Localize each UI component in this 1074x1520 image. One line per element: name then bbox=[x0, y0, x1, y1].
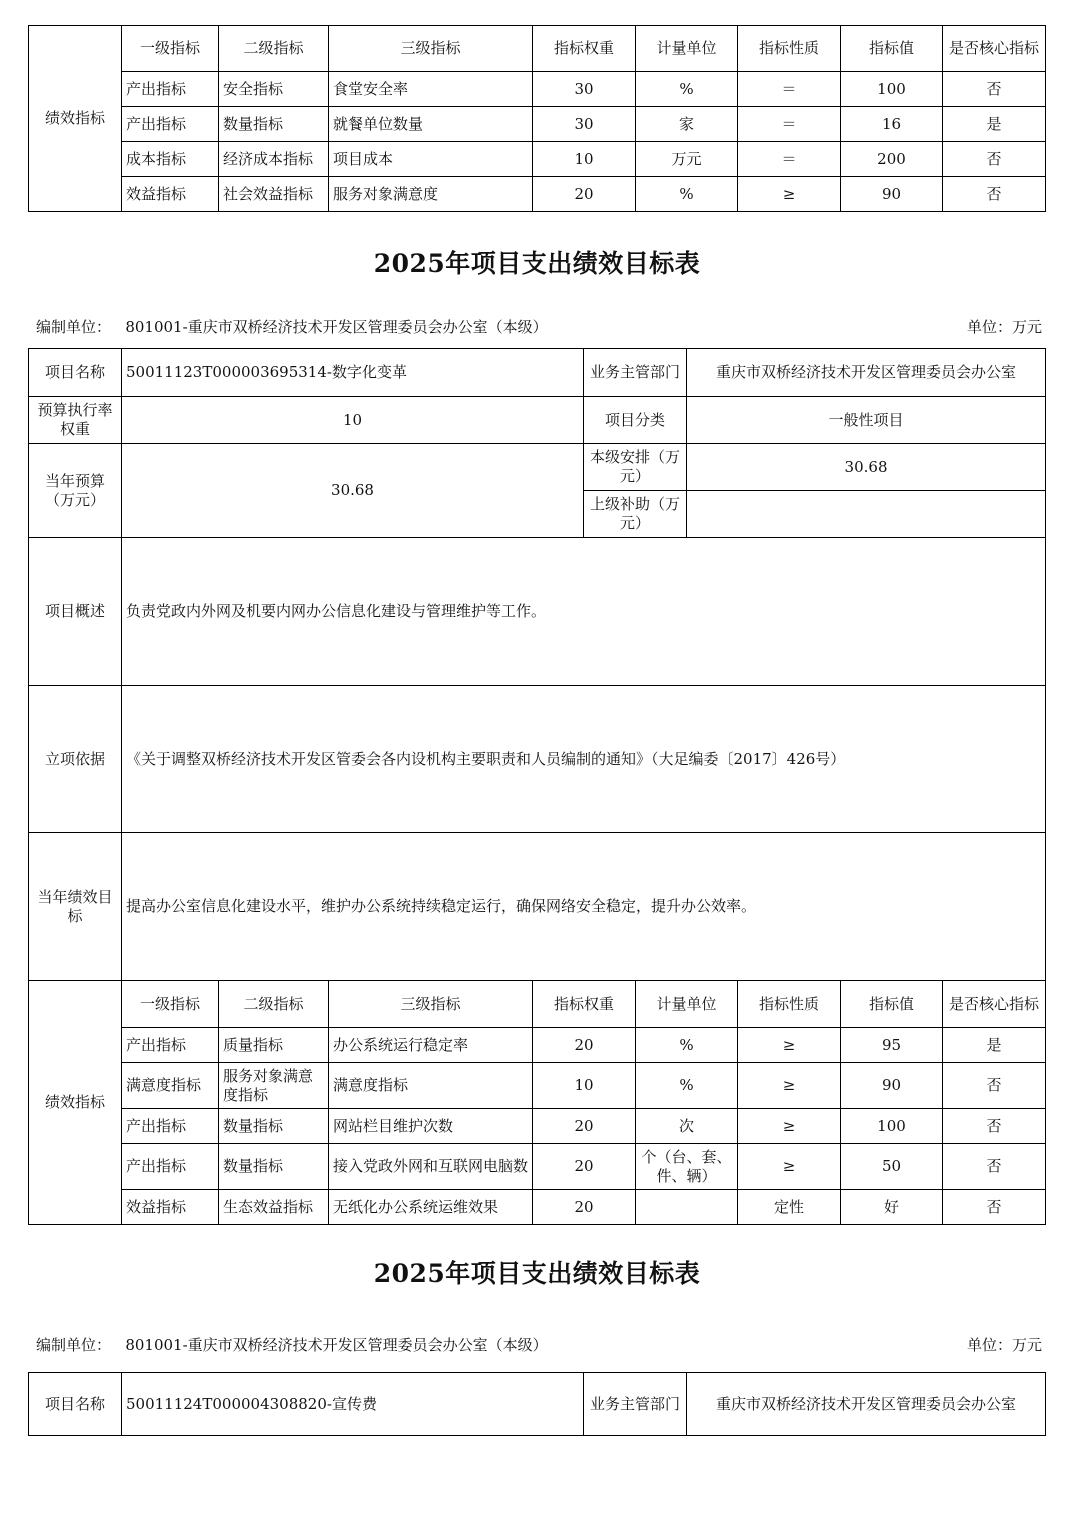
cell: 产出指标 bbox=[122, 1028, 219, 1063]
dept-label: 业务主管部门 bbox=[584, 1373, 687, 1436]
cell: ＝ bbox=[738, 142, 841, 177]
page-title: 2025年项目支出绩效目标表 bbox=[373, 1259, 701, 1288]
cell: 100 bbox=[841, 72, 943, 107]
table-row bbox=[29, 72, 1046, 107]
cell: 20 bbox=[533, 1144, 636, 1190]
header-cell: 计量单位 bbox=[636, 981, 738, 1028]
project-name-row bbox=[29, 1373, 1046, 1436]
cell: 100 bbox=[841, 1109, 943, 1144]
header-cell: 计量单位 bbox=[636, 26, 738, 72]
table-row bbox=[29, 1144, 1046, 1190]
cell: ＝ bbox=[738, 72, 841, 107]
currency-unit: 单位：万元 bbox=[966, 318, 1042, 336]
cell: 产出指标 bbox=[122, 107, 219, 142]
cell: 好 bbox=[841, 1190, 943, 1225]
cell: ≥ bbox=[738, 1028, 841, 1063]
cell: 无纸化办公系统运维效果 bbox=[329, 1190, 533, 1225]
perf-label: 绩效指标 bbox=[29, 26, 122, 212]
table-row bbox=[29, 1190, 1046, 1225]
cell: 否 bbox=[943, 177, 1046, 212]
cell: 20 bbox=[533, 1109, 636, 1144]
perf-table-top bbox=[28, 25, 1045, 212]
cell: 90 bbox=[841, 177, 943, 212]
cell: 就餐单位数量 bbox=[329, 107, 533, 142]
cell: 产出指标 bbox=[122, 1144, 219, 1190]
header-cell: 一级指标 bbox=[122, 26, 219, 72]
cell: 90 bbox=[841, 1063, 943, 1109]
project-name-row bbox=[29, 349, 1046, 397]
header-cell: 是否核心指标 bbox=[943, 26, 1046, 72]
header-cell: 是否核心指标 bbox=[943, 981, 1046, 1028]
cell: 30 bbox=[533, 107, 636, 142]
header-cell: 三级指标 bbox=[329, 981, 533, 1028]
cell: 定性 bbox=[738, 1190, 841, 1225]
dept-value: 重庆市双桥经济技术开发区管理委员会办公室 bbox=[687, 349, 1046, 397]
cell: 否 bbox=[943, 1190, 1046, 1225]
cell: 效益指标 bbox=[122, 1190, 219, 1225]
cell: 食堂安全率 bbox=[329, 72, 533, 107]
cell: 办公系统运行稳定率 bbox=[329, 1028, 533, 1063]
currency-unit: 单位：万元 bbox=[966, 1336, 1042, 1354]
dept-value: 重庆市双桥经济技术开发区管理委员会办公室 bbox=[687, 1373, 1046, 1436]
cell: ≥ bbox=[738, 1063, 841, 1109]
cell: 50 bbox=[841, 1144, 943, 1190]
cell: 否 bbox=[943, 142, 1046, 177]
cell: 否 bbox=[943, 1109, 1046, 1144]
header-cell: 三级指标 bbox=[329, 26, 533, 72]
header-cell: 一级指标 bbox=[122, 981, 219, 1028]
overview-row bbox=[29, 538, 1046, 686]
header-cell: 指标权重 bbox=[533, 26, 636, 72]
compile-unit-label: 编制单位： bbox=[36, 1336, 112, 1354]
basis-row bbox=[29, 686, 1046, 833]
cell: 满意度指标 bbox=[329, 1063, 533, 1109]
cell: ≥ bbox=[738, 177, 841, 212]
cell: % bbox=[636, 1028, 738, 1063]
header-cell: 指标性质 bbox=[738, 981, 841, 1028]
goal-row bbox=[29, 833, 1046, 981]
local-label: 本级安排（万元） bbox=[584, 444, 687, 491]
project-info-table bbox=[28, 348, 1045, 981]
cell: 20 bbox=[533, 1028, 636, 1063]
cell: ≥ bbox=[738, 1144, 841, 1190]
perf-table-1 bbox=[28, 980, 1045, 1225]
cell: 经济成本指标 bbox=[219, 142, 329, 177]
cell: 否 bbox=[943, 72, 1046, 107]
cell: 个（台、套、件、辆） bbox=[636, 1144, 738, 1190]
cell: % bbox=[636, 72, 738, 107]
cell: 网站栏目维护次数 bbox=[329, 1109, 533, 1144]
header-cell: 指标值 bbox=[841, 981, 943, 1028]
dept-label: 业务主管部门 bbox=[584, 349, 687, 397]
cell: 服务对象满意度 bbox=[329, 177, 533, 212]
cell: 是 bbox=[943, 107, 1046, 142]
project-name-label: 项目名称 bbox=[29, 349, 122, 397]
cell: 20 bbox=[533, 177, 636, 212]
cell: 社会效益指标 bbox=[219, 177, 329, 212]
budget-row bbox=[29, 444, 1046, 491]
cell: 安全指标 bbox=[219, 72, 329, 107]
overview-label: 项目概述 bbox=[29, 538, 122, 686]
cell: 效益指标 bbox=[122, 177, 219, 212]
category-label: 项目分类 bbox=[584, 397, 687, 444]
cell: 质量指标 bbox=[219, 1028, 329, 1063]
basis-label: 立项依据 bbox=[29, 686, 122, 833]
header-cell: 指标权重 bbox=[533, 981, 636, 1028]
page-title: 2025年项目支出绩效目标表 bbox=[373, 249, 701, 278]
perf-label: 绩效指标 bbox=[29, 981, 122, 1225]
cell: 数量指标 bbox=[219, 1144, 329, 1190]
project-info-table-2 bbox=[28, 1372, 1045, 1436]
cell: 次 bbox=[636, 1109, 738, 1144]
cell: 10 bbox=[533, 1063, 636, 1109]
cell: 数量指标 bbox=[219, 107, 329, 142]
cell: 200 bbox=[841, 142, 943, 177]
table-row bbox=[29, 177, 1046, 212]
local-value: 30.68 bbox=[687, 444, 1046, 491]
project-name-label: 项目名称 bbox=[29, 1373, 122, 1436]
cell: 10 bbox=[533, 142, 636, 177]
cell: 接入党政外网和互联网电脑数 bbox=[329, 1144, 533, 1190]
cell: 30 bbox=[533, 72, 636, 107]
cell bbox=[636, 1190, 738, 1225]
cell: % bbox=[636, 1063, 738, 1109]
cell: ≥ bbox=[738, 1109, 841, 1144]
perf-header-row bbox=[29, 981, 1046, 1028]
upper-value bbox=[687, 491, 1046, 538]
cell: 满意度指标 bbox=[122, 1063, 219, 1109]
cell: 服务对象满意度指标 bbox=[219, 1063, 329, 1109]
upper-label: 上级补助（万元） bbox=[584, 491, 687, 538]
cell: % bbox=[636, 177, 738, 212]
basis-value: 《关于调整双桥经济技术开发区管委会各内设机构主要职责和人员编制的通知》（大足编委〔2017〕426号） bbox=[122, 686, 1046, 833]
cell: 产出指标 bbox=[122, 72, 219, 107]
perf-header-row bbox=[29, 26, 1046, 72]
exec-weight-row bbox=[29, 397, 1046, 444]
cell: 成本指标 bbox=[122, 142, 219, 177]
cell: 产出指标 bbox=[122, 1109, 219, 1144]
exec-weight-value: 10 bbox=[122, 397, 584, 444]
compile-unit-line bbox=[36, 1334, 1042, 1355]
cell: 否 bbox=[943, 1063, 1046, 1109]
goal-value: 提高办公室信息化建设水平，维护办公系统持续稳定运行，确保网络安全稳定，提升办公效率。 bbox=[122, 833, 1046, 981]
header-cell: 二级指标 bbox=[219, 981, 329, 1028]
exec-weight-label: 预算执行率权重 bbox=[29, 397, 122, 444]
budget-label: 当年预算（万元） bbox=[29, 444, 122, 538]
cell: 万元 bbox=[636, 142, 738, 177]
cell: 数量指标 bbox=[219, 1109, 329, 1144]
budget-value: 30.68 bbox=[122, 444, 584, 538]
cell: 生态效益指标 bbox=[219, 1190, 329, 1225]
header-cell: 二级指标 bbox=[219, 26, 329, 72]
cell: 否 bbox=[943, 1144, 1046, 1190]
table-row bbox=[29, 1063, 1046, 1109]
cell: 20 bbox=[533, 1190, 636, 1225]
overview-value: 负责党政内外网及机要内网办公信息化建设与管理维护等工作。 bbox=[122, 538, 1046, 686]
cell: 95 bbox=[841, 1028, 943, 1063]
table-row bbox=[29, 1028, 1046, 1063]
cell: 是 bbox=[943, 1028, 1046, 1063]
table-row bbox=[29, 1109, 1046, 1144]
cell: 16 bbox=[841, 107, 943, 142]
category-value: 一般性项目 bbox=[687, 397, 1046, 444]
compile-unit-label: 编制单位： bbox=[36, 318, 112, 336]
project-name-value: 50011123T000003695314-数字化变革 bbox=[122, 349, 584, 397]
cell: ＝ bbox=[738, 107, 841, 142]
table-row bbox=[29, 142, 1046, 177]
goal-label: 当年绩效目标 bbox=[29, 833, 122, 981]
header-cell: 指标性质 bbox=[738, 26, 841, 72]
compile-unit-name: 801001-重庆市双桥经济技术开发区管理委员会办公室（本级） bbox=[125, 1336, 548, 1354]
compile-unit-line bbox=[36, 316, 1042, 337]
project-name-value: 50011124T000004308820-宣传费 bbox=[122, 1373, 584, 1436]
cell: 项目成本 bbox=[329, 142, 533, 177]
compile-unit-name: 801001-重庆市双桥经济技术开发区管理委员会办公室（本级） bbox=[125, 318, 548, 336]
table-row bbox=[29, 107, 1046, 142]
header-cell: 指标值 bbox=[841, 26, 943, 72]
cell: 家 bbox=[636, 107, 738, 142]
